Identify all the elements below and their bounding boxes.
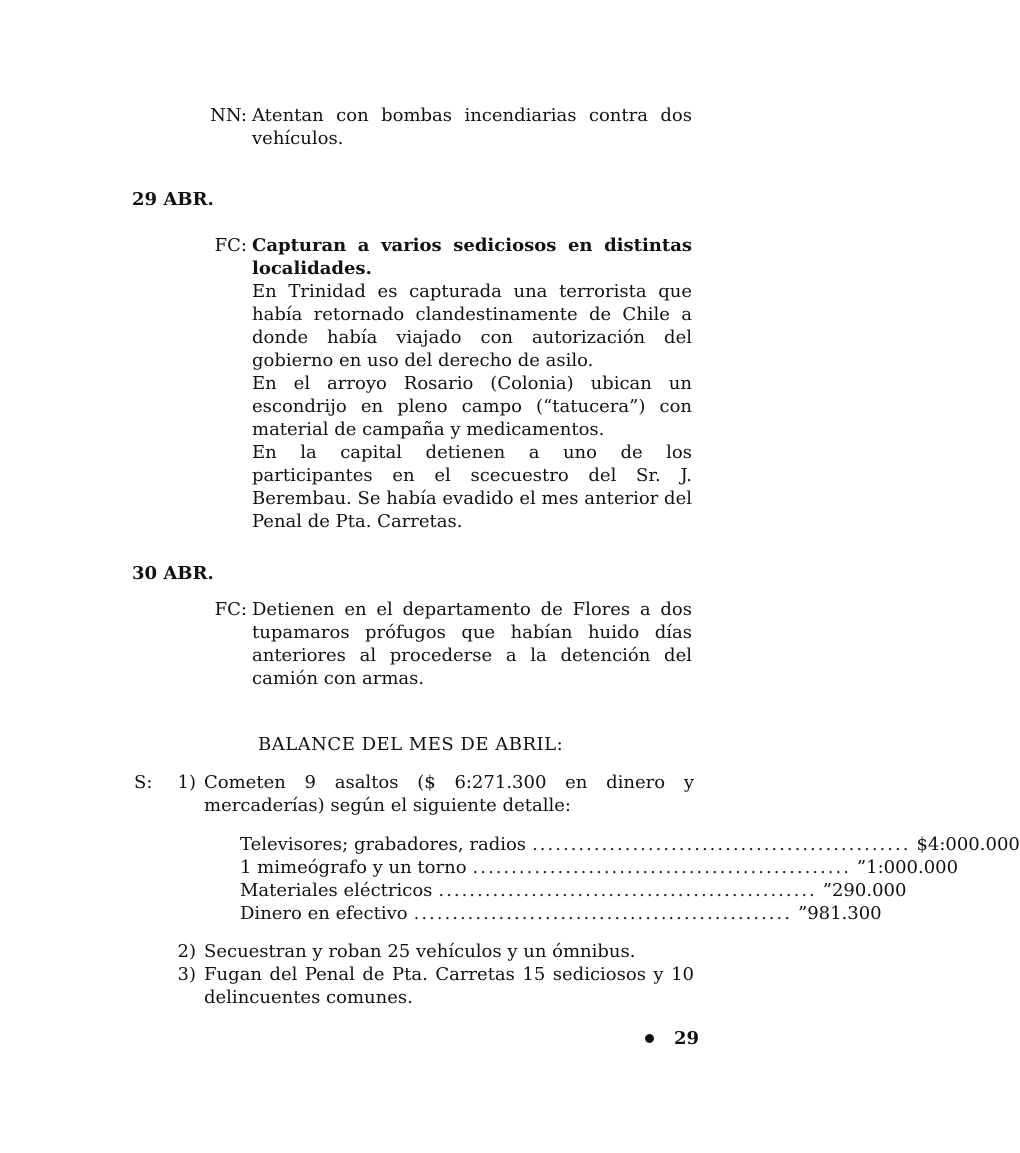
balance-item-text: Secuestran y roban 25 vehículos y un ómnibus. — [204, 941, 636, 962]
detail-currency: ” — [822, 880, 832, 901]
detail-row — [240, 833, 1020, 856]
balance-item-number: 1) — [177, 772, 196, 793]
detail-amount: 4:000.000 — [927, 834, 1020, 855]
detail-row — [240, 856, 959, 879]
entry-paragraph: En Trinidad es capturada una terrorista que había retornado clandestinamente de Chile a donde había viajado con autorización del gobierno en uso del derecho de asilo. — [252, 281, 692, 371]
balance-item-text: Fugan del Penal de Pta. Carretas 15 sediciosos y 10 delincuentes comunes. — [204, 964, 694, 1008]
detail-currency: $ — [916, 834, 928, 855]
detail-row — [240, 879, 907, 902]
balance-item-number: 2) — [177, 941, 196, 962]
date-heading: 30 ABR. — [132, 563, 214, 584]
date-heading: 29 ABR. — [132, 189, 214, 210]
balance-item-text: Cometen 9 asaltos ($ 6:271.300 en dinero y mercaderías) según el siguiente detalle: — [204, 772, 694, 816]
entry-paragraph: En la capital detienen a uno de los participantes en el scecuestro del Sr. J. Berembau. Se había evadido el mes anterior del Penal de Pta. Carretas. — [252, 442, 692, 532]
detail-row — [240, 902, 882, 925]
entry-tag: NN: — [210, 105, 247, 126]
detail-amount: 981.300 — [807, 903, 882, 924]
balance-item-number: 3) — [177, 964, 196, 985]
detail-item: Dinero en efectivo — [240, 903, 408, 924]
detail-item: Televisores; grabadores, radios — [240, 834, 527, 855]
detail-amount: 1:000.000 — [866, 857, 959, 878]
page-number: 29 — [674, 1028, 700, 1049]
detail-currency: ” — [797, 903, 808, 924]
balance-heading: BALANCE DEL MES DE ABRIL: — [258, 734, 564, 755]
leader-dots: ................................................. — [413, 903, 792, 924]
entry-block — [252, 234, 692, 533]
balance-prefix: S: — [134, 772, 153, 793]
leader-dots: ................................................. — [438, 880, 817, 901]
detail-amount: 290.000 — [831, 880, 907, 901]
entry-title: Capturan a varios sediciosos en distintas localidades. — [252, 235, 692, 279]
detail-item: Materiales eléctricos — [240, 880, 433, 901]
entry-text: Atentan con bombas incendiarias contra dos vehículos. — [252, 105, 692, 149]
bullet-icon — [645, 1034, 654, 1043]
leader-dots: ................................................. — [532, 834, 911, 855]
leader-dots: ................................................. — [472, 857, 851, 878]
entry-tag: FC: — [214, 235, 247, 256]
entry-paragraph: En el arroyo Rosario (Colonia) ubican un escondrijo en pleno campo (“tatucera”) con material de campaña y medicamentos. — [252, 373, 692, 440]
detail-item: 1 mimeógrafo y un torno — [240, 857, 467, 878]
detail-currency: ” — [856, 857, 867, 878]
entry-tag: FC: — [214, 599, 247, 620]
entry-text: Detienen en el departamento de Flores a dos tupamaros prófugos que habían huido días anteriores al procederse a la detención del camión con armas. — [252, 599, 692, 689]
